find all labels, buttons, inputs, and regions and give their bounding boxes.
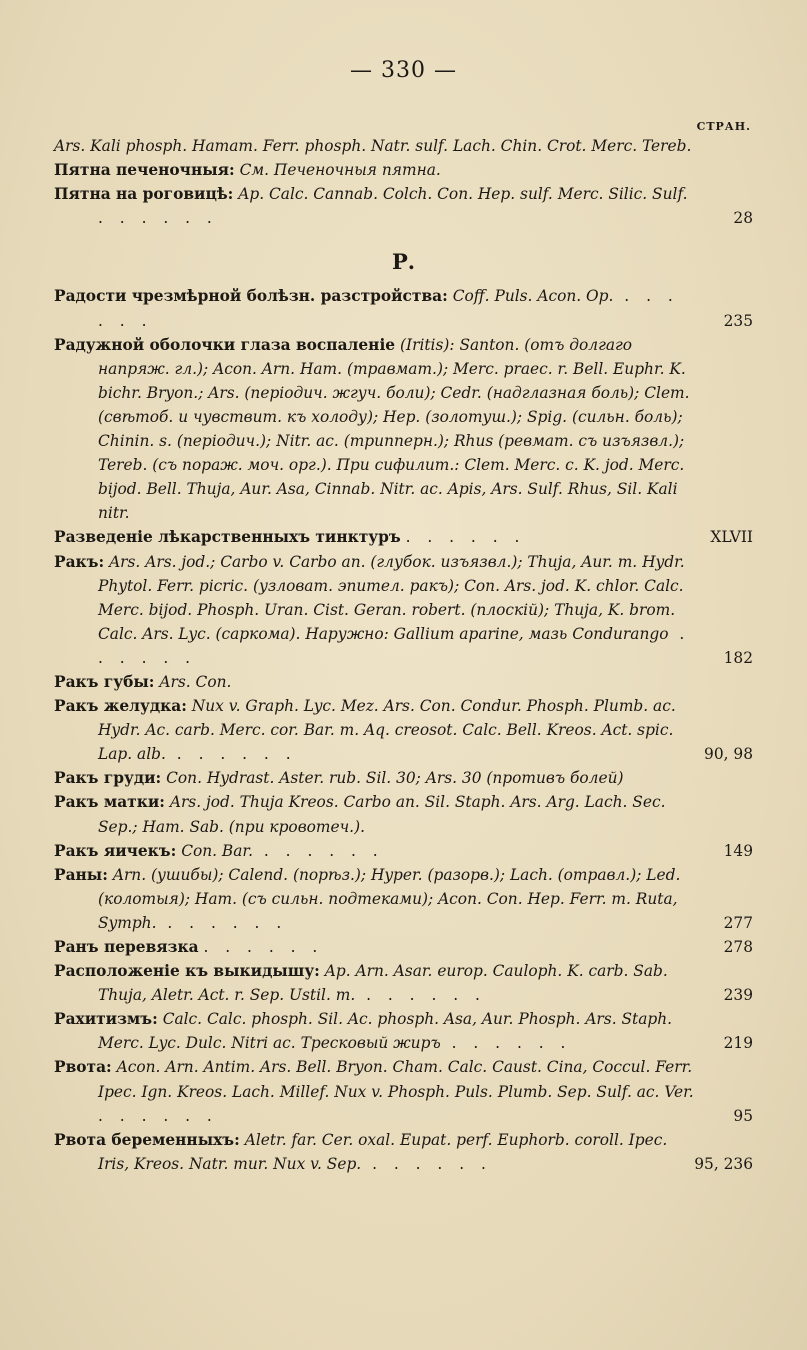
entry-term: Ракъ груди: xyxy=(54,769,162,788)
entry-remedies: См. Печеночныя пятна. xyxy=(239,161,441,180)
entry-remedies: Con. Hydrast. Aster. rub. Sil. 30; Ars. 30 (противъ болей) xyxy=(166,769,624,788)
entry-page-ref: 239 xyxy=(723,986,753,1005)
entry-remedies: (Iritis): Santon. (отъ долгаго напряж. гл.); Acon. Arn. Ham. (травмат.); Merc. praec. r. Bell. Euphr. K. bichr. Bryon.; Ars. (періодич. жгуч. боли); Cedr. (надглазная боль); Clem. (свѣтоб. и чувствит. къ холоду); Hep. (золотуш.); Spig. (сильн. боль); Chinin. s. (періодич.); Nitr. ac. (трипперн.); Rhus (ревмат. съ изъязвл.); Tereb. (съ пораж. моч. орг.). При сифилит.: Clem. Merc. c. K. jod. Merc. bijod. Bell. Thuja, Aur. Asa, Cinnab. Nitr. ac. Apis, Ars. Sulf. Rhus, Sil. Kali nitr. xyxy=(98,335,690,523)
entry-page-ref: 95 xyxy=(733,1106,753,1125)
leader-dots: . . . . . . xyxy=(98,624,691,667)
index-entry xyxy=(54,790,753,838)
leader-dots: . . . . . . xyxy=(98,209,218,228)
page-number: — 330 — xyxy=(350,58,457,83)
entry-remedies: Nux v. Graph. Lyc. Mez. Ars. Con. Condur. Phosph. Plumb. ac. Hydr. Ac. carb. Merc. cor. Bar. m. Aq. creosot. Calc. Bell. Kreos. Act. spic. Lap. alb. xyxy=(98,697,676,764)
entry-term: Ранъ перевязка xyxy=(54,938,199,956)
entry-remedies: Arn. (ушибы); Calend. (порѣз.); Hyper. (разорв.); Lach. (отравл.); Led. (колотыя); Ham. (съ сильн. подтеками); Acon. Con. Hep. Ferr. m. Ruta, Symph. xyxy=(98,865,681,932)
entry-term: Рвота: xyxy=(54,1058,112,1077)
entry-remedies: Acon. Arn. Antim. Ars. Bell. Bryon. Cham. Calc. Caust. Cina, Coccul. Ferr. Ipec. Ign. Kreos. Lach. Millef. Nux v. Phosph. Puls. Plumb. Sep. Sulf. ac. Ver. xyxy=(98,1058,694,1101)
entry-remedies: Ap. Arn. Asar. europ. Cauloph. K. carb. Sab. Thuja, Aletr. Act. r. Sep. Ustil. m. xyxy=(98,962,668,1005)
entry-term: Раны: xyxy=(54,865,108,884)
entry-term: Ракъ губы: xyxy=(54,672,155,691)
index-entry xyxy=(54,766,753,790)
leader-dots: . . . . . . xyxy=(440,1034,572,1053)
entry-page-ref: 95, 236 xyxy=(694,1154,753,1173)
leader-dots: . . . . . . xyxy=(252,841,384,860)
index-entry xyxy=(54,134,753,158)
leader-dots: . . . . . . xyxy=(98,1106,218,1125)
entry-remedies: Coff. Puls. Acon. Op. xyxy=(452,287,614,306)
entry-term: Рвота беременныхъ: xyxy=(54,1130,240,1149)
entry-term: Радужной оболочки глаза воспаленіе xyxy=(54,335,396,354)
entry-page-ref: 182 xyxy=(723,648,753,667)
entry-remedies: Ars. jod. Thuja Kreos. Carbo an. Sil. Staph. Ars. Arg. Lach. Sec. Sep.; Ham. Sab. (при кровотеч.). xyxy=(98,793,666,836)
page-column-label: СТРАН. xyxy=(696,120,751,133)
index-entry xyxy=(54,525,753,549)
entry-term: Пятна на роговицѣ: xyxy=(54,185,234,204)
index-entry xyxy=(54,1007,753,1055)
index-entry xyxy=(54,333,753,526)
entry-term: Расположеніе къ выкидышу: xyxy=(54,962,320,981)
continued-entries xyxy=(54,134,753,230)
index-entry xyxy=(54,1055,753,1127)
entry-remedies: Ap. Calc. Cannab. Colch. Con. Hep. sulf. Merc. Silic. Sulf. xyxy=(238,185,688,204)
entry-page-ref: 219 xyxy=(723,1034,753,1053)
index-entry xyxy=(54,550,753,670)
leader-dots: . . . . . . xyxy=(355,986,486,1005)
index-entry xyxy=(54,863,753,935)
entry-remedies: Aletr. far. Cer. oxal. Eupat. perf. Euphorb. coroll. Ipec. Iris, Kreos. Natr. mur. Nux v. Sep. xyxy=(98,1130,668,1173)
entry-page-ref: 149 xyxy=(723,841,753,860)
index-entry xyxy=(54,694,753,766)
entry-page-ref: 277 xyxy=(723,913,753,932)
index-entry xyxy=(54,935,753,959)
entry-term: Пятна печеночныя: xyxy=(54,161,235,180)
index-entries xyxy=(54,284,753,1175)
entry-remedies: Calc. Calc. phosph. Sil. Ac. phosph. Asa, Aur. Phosph. Ars. Staph. Merc. Lyc. Dulc. Nitri ac. Тресковый жиръ xyxy=(98,1010,673,1053)
leader-dots: . . . . . . xyxy=(156,913,288,932)
entry-term: Ракъ матки: xyxy=(54,793,165,812)
leader-dots: . . . . . . xyxy=(405,528,526,547)
index-entry xyxy=(54,1128,753,1176)
entry-term: Разведеніе лѣкарственныхъ тинктуръ xyxy=(54,528,401,547)
index-entry xyxy=(54,670,753,694)
entry-remedies: Ars. Ars. jod.; Carbo v. Carbo an. (глубок. изъязвл.); Thuja, Aur. m. Hydr. Phytol. Ferr. picric. (узловат. эпител. ракъ); Con. Ars. jod. K. chlor. Calc. Merc. bijod. Phosph. Uran. Cist. Geran. robert. (плоскій); Thuja, K. brom. Calc. Ars. Lyc. (саркома). Наружно: Gallium aparine, мазь Condurango xyxy=(98,552,685,643)
index-content xyxy=(54,134,753,1176)
leader-dots: . . . . . . xyxy=(98,287,679,330)
index-entry xyxy=(54,182,753,230)
entry-page-ref: 278 xyxy=(723,938,753,956)
section-letter: Р. xyxy=(391,249,416,275)
entry-page-ref: 28 xyxy=(733,209,753,228)
entry-page-ref: XLVII xyxy=(710,528,753,547)
entry-term: Рахитизмъ: xyxy=(54,1010,158,1029)
index-entry xyxy=(54,158,753,182)
entry-term: Ракъ желудка: xyxy=(54,697,187,716)
index-entry xyxy=(54,839,753,863)
entry-term: Ракъ: xyxy=(54,552,105,571)
entry-page-ref: 235 xyxy=(723,311,753,330)
leader-dots: . . . . . . xyxy=(361,1154,492,1173)
entry-remedies: Ars. Kali phosph. Hamam. Ferr. phosph. Natr. sulf. Lach. Chin. Crot. Merc. Tereb. xyxy=(54,137,692,155)
entry-remedies: Con. Bar. xyxy=(181,841,253,860)
index-entry xyxy=(54,284,753,332)
entry-term: Радости чрезмѣрной болѣзн. разстройства: xyxy=(54,287,448,306)
leader-dots: . . . . . . xyxy=(165,745,297,764)
index-entry xyxy=(54,959,753,1007)
entry-page-ref: 90, 98 xyxy=(704,745,753,764)
entry-remedies: Ars. Con. xyxy=(159,672,232,691)
leader-dots: . . . . . . xyxy=(203,938,324,956)
entry-term: Ракъ яичекъ: xyxy=(54,841,177,860)
